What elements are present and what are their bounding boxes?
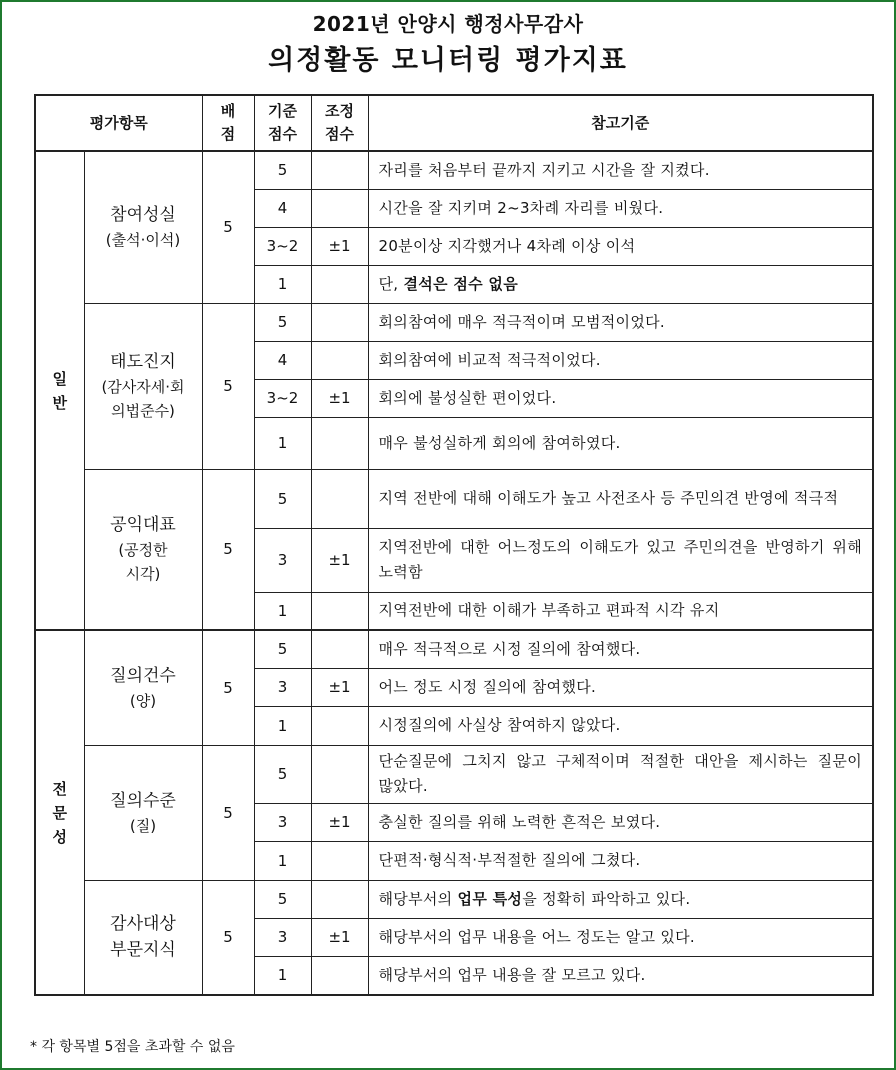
adjust-score: ±1 <box>311 803 368 841</box>
reference-description: 20분이상 지각했거나 4차례 이상 이석 <box>368 227 873 265</box>
reference-description: 단, 결석은 점수 없음 <box>368 265 873 303</box>
item-name-cell <box>84 745 202 880</box>
adjust-score <box>311 592 368 630</box>
base-score: 1 <box>254 956 311 995</box>
reference-description: 시정질의에 사실상 참여하지 않았다. <box>368 706 873 745</box>
adjust-score <box>311 151 368 189</box>
document-title: 2021년 안양시 행정사무감사 <box>312 12 584 36</box>
adjust-score: ±1 <box>311 379 368 417</box>
base-score: 5 <box>254 630 311 668</box>
base-score: 5 <box>254 880 311 918</box>
item-name: 참여성실 <box>110 205 176 226</box>
reference-description: 단순질문에 그치지 않고 구체적이며 적절한 대안을 제시하는 질문이 많았다. <box>368 745 873 803</box>
header-adjust-score: 조정 점수 <box>311 95 368 151</box>
item-subtitle: (질) <box>129 816 157 835</box>
category-cell <box>35 630 84 995</box>
reference-description: 시간을 잘 지키며 2~3차례 자리를 비웠다. <box>368 189 873 227</box>
header-reference: 참고기준 <box>368 95 873 151</box>
table-row <box>35 303 873 341</box>
reference-description: 회의에 불성실한 편이었다. <box>368 379 873 417</box>
reference-description: 해당부서의 업무 내용을 잘 모르고 있다. <box>368 956 873 995</box>
table-body <box>35 151 873 995</box>
base-score: 3 <box>254 668 311 706</box>
item-subtitle: (감사자세·회 <box>101 378 185 396</box>
header-base-score: 기준 점수 <box>254 95 311 151</box>
base-score: 4 <box>254 341 311 379</box>
base-score: 1 <box>254 841 311 880</box>
allot-score: 5 <box>202 745 254 880</box>
item-name: 질의건수 <box>110 665 176 686</box>
base-score: 5 <box>254 469 311 528</box>
base-score: 5 <box>254 745 311 803</box>
reference-description: 충실한 질의를 위해 노력한 흔적은 보였다. <box>368 803 873 841</box>
item-name-cell <box>84 303 202 469</box>
reference-description: 매우 불성실하게 회의에 참여하였다. <box>368 417 873 469</box>
item-subtitle: 부문지식 <box>110 940 176 961</box>
item-subtitle: 의법준수) <box>111 402 175 420</box>
reference-description: 해당부서의 업무 특성을 정확히 파악하고 있다. <box>368 880 873 918</box>
emphasis-text: 업무 특성 <box>457 889 523 908</box>
base-score: 1 <box>254 592 311 630</box>
adjust-score <box>311 880 368 918</box>
evaluation-table <box>34 94 874 996</box>
item-name-cell <box>84 151 202 303</box>
item-subtitle: (양) <box>129 691 157 710</box>
adjust-score <box>311 303 368 341</box>
category-label-char: 전 <box>52 779 67 798</box>
allot-score: 5 <box>202 151 254 303</box>
category-label-char: 성 <box>52 827 67 846</box>
base-score: 3 <box>254 803 311 841</box>
adjust-score: ±1 <box>311 668 368 706</box>
base-score: 1 <box>254 706 311 745</box>
reference-description: 해당부서의 업무 내용을 어느 정도는 알고 있다. <box>368 918 873 956</box>
adjust-score <box>311 265 368 303</box>
item-name-cell <box>84 630 202 745</box>
allot-score: 5 <box>202 630 254 745</box>
adjust-score <box>311 189 368 227</box>
reference-description: 회의참여에 매우 적극적이며 모범적이었다. <box>368 303 873 341</box>
item-name-cell <box>84 469 202 630</box>
reference-description: 지역 전반에 대해 이해도가 높고 사전조사 등 주민의견 반영에 적극적 <box>368 469 873 528</box>
adjust-score <box>311 469 368 528</box>
item-subtitle: (출석·이석) <box>105 231 181 250</box>
adjust-score <box>311 745 368 803</box>
item-name: 태도진지 <box>110 352 176 372</box>
table-row <box>35 469 873 528</box>
adjust-score <box>311 706 368 745</box>
item-name: 공익대표 <box>110 515 176 536</box>
base-score: 3~2 <box>254 379 311 417</box>
reference-description: 지역전반에 대한 어느정도의 이해도가 있고 주민의견을 반영하기 위해 노력함 <box>368 528 873 592</box>
item-name-cell <box>84 880 202 995</box>
reference-description: 지역전반에 대한 이해가 부족하고 편파적 시각 유지 <box>368 592 873 630</box>
base-score: 1 <box>254 265 311 303</box>
base-score: 4 <box>254 189 311 227</box>
reference-description: 자리를 처음부터 끝까지 지키고 시간을 잘 지켰다. <box>368 151 873 189</box>
category-label-char: 문 <box>52 803 67 822</box>
base-score: 3 <box>254 528 311 592</box>
table-row <box>35 151 873 189</box>
adjust-score: ±1 <box>311 918 368 956</box>
category-cell <box>35 151 84 630</box>
base-score: 5 <box>254 151 311 189</box>
base-score: 3~2 <box>254 227 311 265</box>
adjust-score: ±1 <box>311 227 368 265</box>
category-label-char: 일 <box>52 369 67 388</box>
table-row <box>35 880 873 918</box>
adjust-score <box>311 956 368 995</box>
reference-description: 매우 적극적으로 시정 질의에 참여했다. <box>368 630 873 668</box>
allot-score: 5 <box>202 469 254 630</box>
reference-description: 단편적·형식적·부적절한 질의에 그쳤다. <box>368 841 873 880</box>
item-name: 질의수준 <box>110 790 176 811</box>
header-item: 평가항목 <box>35 95 202 151</box>
document-subtitle: 의정활동 모니터링 평가지표 <box>268 45 628 76</box>
emphasis-text: 결석은 점수 없음 <box>403 274 519 293</box>
item-subtitle: (공정한 <box>118 541 168 560</box>
base-score: 3 <box>254 918 311 956</box>
adjust-score: ±1 <box>311 528 368 592</box>
base-score: 5 <box>254 303 311 341</box>
item-subtitle: 시각) <box>125 565 161 584</box>
table-row <box>35 745 873 803</box>
base-score: 1 <box>254 417 311 469</box>
allot-score: 5 <box>202 303 254 469</box>
table-row <box>35 630 873 668</box>
adjust-score <box>311 630 368 668</box>
header-allot: 배 점 <box>202 95 254 151</box>
footnote: * 각 항목별 5점을 초과할 수 없음 <box>30 1039 235 1055</box>
reference-description: 어느 정도 시정 질의에 참여했다. <box>368 668 873 706</box>
item-name: 감사대상 <box>110 914 176 935</box>
adjust-score <box>311 341 368 379</box>
adjust-score <box>311 417 368 469</box>
category-label-char: 반 <box>52 393 67 412</box>
allot-score: 5 <box>202 880 254 995</box>
adjust-score <box>311 841 368 880</box>
reference-description: 회의참여에 비교적 적극적이었다. <box>368 341 873 379</box>
